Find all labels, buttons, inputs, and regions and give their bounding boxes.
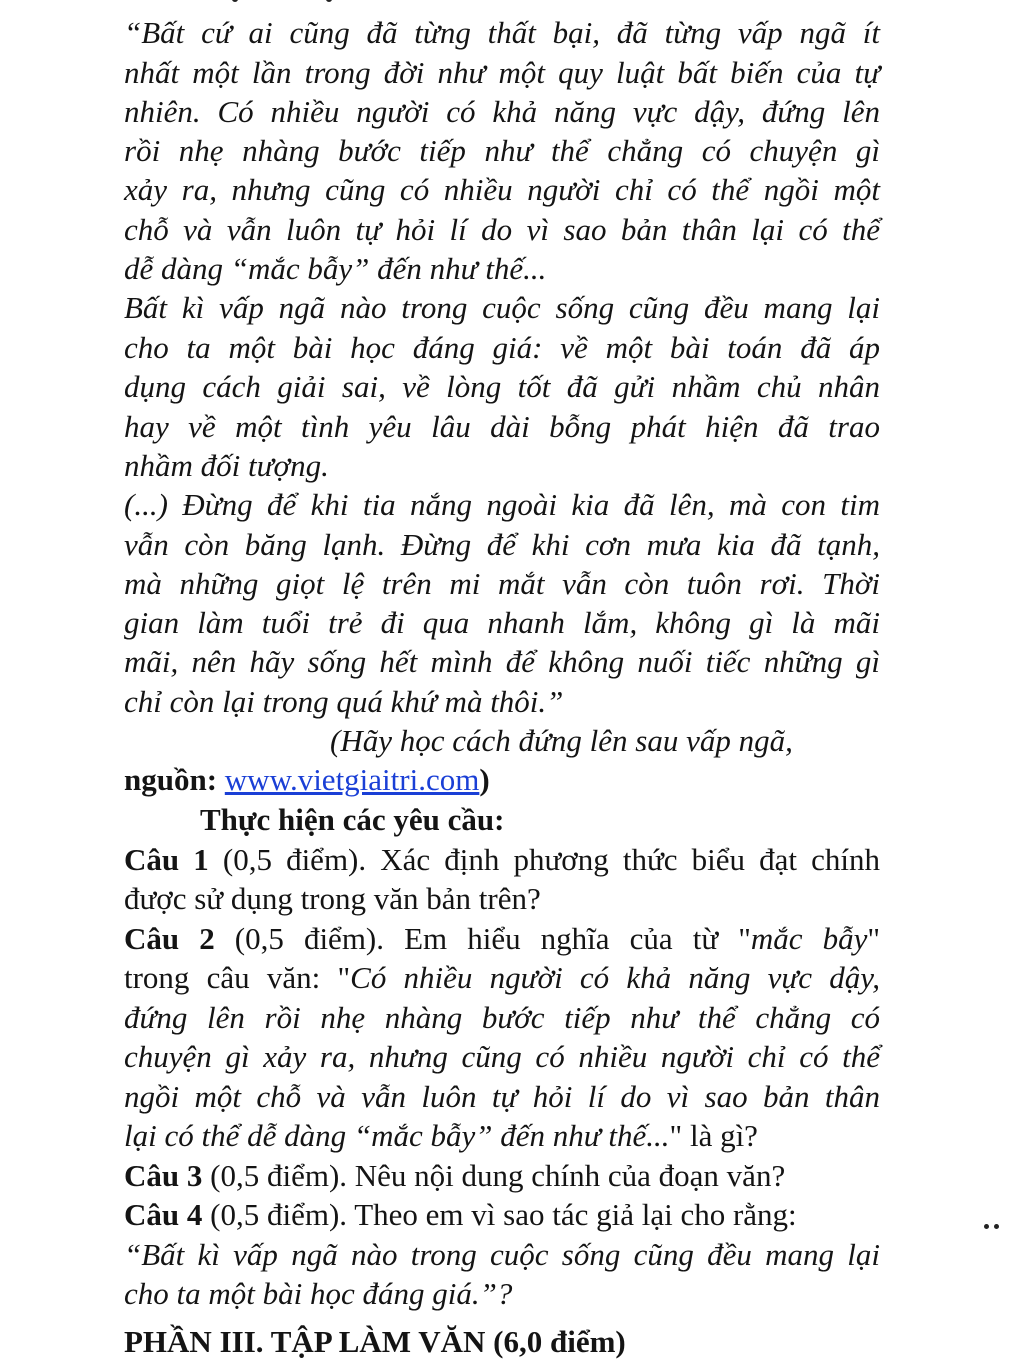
source-line (124, 760, 880, 800)
passage-line-1: “Bất cứ ai cũng đã từng thất bại, đã từng vấp ngã ít (124, 15, 880, 50)
question-2-label: Câu 2 (124, 921, 215, 956)
passage-line-10: dụng cách giải sai, về lòng tốt đã gửi nhầm chủ nhân (124, 369, 880, 404)
question-4-line-2: “Bất kì vấp ngã nào trong cuộc sống cũng đều mang lại (124, 1237, 880, 1272)
question-1-line-2: được sử dụng trong văn bản trên? (124, 881, 541, 916)
question-4-line-1 (124, 1195, 880, 1235)
question-3-text: (0,5 điểm). Nêu nội dung chính của đoạn văn? (202, 1158, 786, 1193)
question-2-line-4: chuyện gì xảy ra, nhưng cũng có nhiều người chỉ có thể (124, 1039, 880, 1074)
next-section-heading: PHẦN III. TẬP LÀM VĂN (6,0 điểm) (124, 1324, 626, 1359)
question-2-line-1 (124, 919, 880, 959)
question-2-line-5: ngồi một chỗ và vẫn luôn tự hỏi lí do vì sao bản thân (124, 1079, 880, 1114)
question-1-text: (0,5 điểm). Xác định phương thức biểu đạt chính (208, 842, 880, 877)
question-2-line-2-a: trong câu văn: " (124, 960, 351, 995)
passage-line-11: hay về một tình yêu lâu dài bỗng phát hiện đã trao (124, 409, 880, 444)
passage-line-15: mà những giọt lệ trên mi mắt vẫn còn tuôn rơi. Thời (124, 566, 880, 601)
question-3-line-1 (124, 1156, 880, 1196)
question-2-line-3: đứng lên rồi nhẹ nhàng bước tiếp như thể chẳng có (124, 1000, 880, 1035)
source-title: (Hãy học cách đứng lên sau vấp ngã, (330, 723, 793, 758)
side-dots-decoration (984, 1224, 1004, 1232)
passage-line-3: nhiên. Có nhiều người có khả năng vực dậy, đứng lên (124, 94, 880, 129)
passage-line-4: rồi nhẹ nhàng bước tiếp như thể chẳng có chuyện gì (124, 133, 880, 168)
question-2-text-a: (0,5 điểm). Em hiểu nghĩa của từ " (214, 921, 751, 956)
passage-line-12: nhầm đối tượng. (124, 448, 329, 483)
question-4-text: (0,5 điểm). Theo em vì sao tác giả lại cho rằng: (202, 1197, 797, 1232)
question-2-text-c: " (867, 921, 880, 956)
passage-line-13: (...) Đừng để khi tia nắng ngoài kia đã lên, mà con tim (124, 487, 880, 522)
question-1-line-1 (124, 840, 880, 880)
question-3-label: Câu 3 (124, 1158, 203, 1193)
question-2-line-2-b: Có nhiều người có khả năng vực dậy, (350, 960, 881, 995)
question-1-label: Câu 1 (124, 842, 209, 877)
source-link[interactable]: www.vietgiaitri.com (224, 762, 480, 797)
passage-line-2: nhất một lần trong đời như một quy luật bất biến của tự (124, 55, 880, 90)
source-label: nguồn: (124, 762, 225, 797)
question-2-term: mắc bẫy (750, 921, 868, 956)
passage-line-17: mãi, nên hãy sống hết mình để không nuối tiếc những gì (124, 644, 880, 679)
question-4-label: Câu 4 (124, 1197, 203, 1232)
passage-line-6: chỗ và vẫn luôn tự hỏi lí do vì sao bản thân lại có thể (124, 212, 880, 247)
source-close: ) (479, 762, 490, 797)
question-2-line-6-a: lại có thể dễ dàng “mắc bẫy” đến như thế... (124, 1118, 670, 1153)
passage-line-8: Bất kì vấp ngã nào trong cuộc sống cũng đều mang lại (124, 290, 880, 325)
question-2-line-6-b: " là gì? (669, 1118, 758, 1153)
top-dots-decoration (232, 0, 352, 6)
passage-line-9: cho ta một bài học đáng giá: về một bài toán đã áp (124, 330, 880, 365)
question-4-line-3: cho ta một bài học đáng giá.”? (124, 1276, 513, 1311)
passage-line-16: gian làm tuổi trẻ đi qua nhanh lắm, không gì là mãi (124, 605, 880, 640)
question-2-line-2 (124, 958, 880, 998)
passage-line-18: chỉ còn lại trong quá khứ mà thôi.” (124, 684, 564, 719)
tasks-heading: Thực hiện các yêu cầu: (200, 802, 505, 837)
passage-line-5: xảy ra, nhưng cũng có nhiều người chỉ có thể ngồi một (124, 172, 880, 207)
passage-line-14: vẫn còn băng lạnh. Đừng để khi cơn mưa kia đã tạnh, (124, 527, 880, 562)
question-2-line-6 (124, 1116, 880, 1156)
passage-line-7: dễ dàng “mắc bẫy” đến như thế... (124, 251, 547, 286)
